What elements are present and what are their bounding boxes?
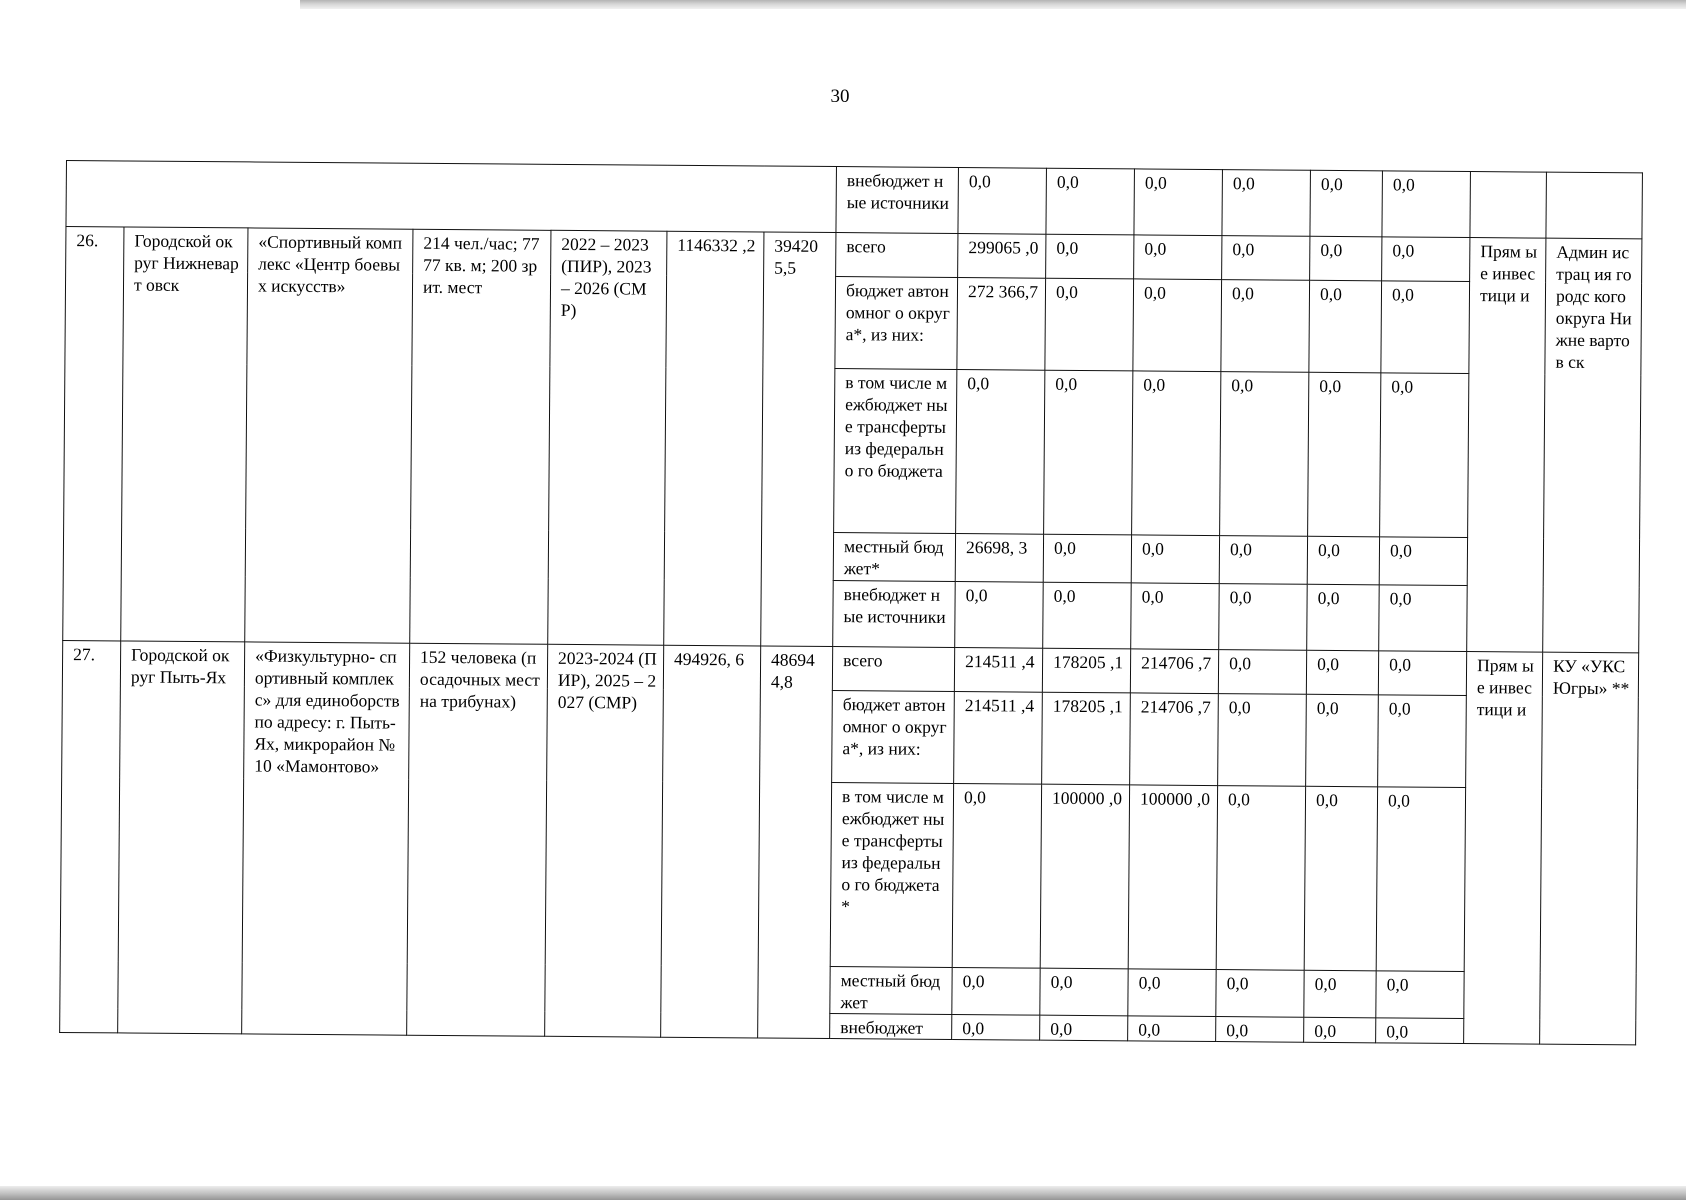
object-name: «Спортивный комплекс «Центр боевых искусств» (245, 228, 413, 643)
funding-source: всего (836, 233, 958, 278)
funding-value: 0,0 (1222, 170, 1311, 237)
funding-source: внебюджет ные источники (833, 581, 956, 648)
funding-value: 214511 ,4 (954, 691, 1043, 784)
funding-value: 272 366,7 (957, 278, 1046, 371)
funding-value: 0,0 (1128, 969, 1216, 1017)
cost-total: 494926, 6 (661, 645, 761, 1038)
capacity: 214 чел./час; 7777 кв. м; 200 зрит. мест (410, 229, 551, 644)
funding-value: 0,0 (1304, 1017, 1376, 1043)
funding-value: 0,0 (1310, 170, 1383, 237)
funding-value: 214706 ,7 (1130, 693, 1219, 786)
cost-total: 1146332 ,2 (664, 231, 764, 646)
period: 2023-2024 (ПИР), 2025 – 2027 (СМР) (545, 644, 664, 1037)
scan-edge-bottom (0, 1186, 1686, 1200)
funding-value: 0,0 (1218, 650, 1306, 695)
funding-value: 0,0 (1044, 370, 1133, 535)
funding-value: 0,0 (1376, 971, 1464, 1019)
funding-value: 214706 ,7 (1130, 649, 1218, 694)
funding-value: 0,0 (955, 581, 1044, 648)
funding-value: 0,0 (1304, 970, 1376, 1018)
capacity: 152 человека (посадочных мест на трибунах) (407, 643, 548, 1036)
funding-source: в том числе межбюджет ные трансферты из федерально го бюджета* (830, 783, 953, 968)
funding-value: 0,0 (1040, 968, 1128, 1016)
funding-value: 0,0 (958, 168, 1047, 235)
funding-value: 0,0 (1309, 280, 1382, 373)
funding-value: 0,0 (1134, 169, 1223, 236)
funding-value: 0,0 (956, 370, 1045, 535)
funding-value: 0,0 (1128, 1016, 1216, 1042)
funding-value: 0,0 (1378, 695, 1467, 788)
funding-value: 0,0 (1376, 1018, 1464, 1044)
funding-value: 0,0 (1131, 535, 1219, 584)
funding-source: внебюджет (830, 1014, 952, 1040)
blank-cell (1546, 172, 1643, 239)
funding-value: 0,0 (1046, 168, 1135, 235)
funding-value: 0,0 (1382, 237, 1470, 282)
funding-value: 0,0 (1133, 279, 1222, 372)
funding-value: 0,0 (952, 967, 1040, 1015)
row-number: 27. (60, 640, 121, 1032)
municipality: Городской округ Нижневарт овск (121, 227, 248, 642)
funding-value: 0,0 (1134, 235, 1222, 280)
funding-source: бюджет автономног о округа*, из них: (835, 277, 958, 370)
funding-value: 0,0 (952, 783, 1041, 968)
blank-cell (66, 161, 837, 233)
funding-value: 299065 ,0 (958, 234, 1046, 279)
funding-value: 0,0 (1216, 786, 1305, 971)
funding-value: 100000 ,0 (1040, 784, 1129, 969)
object-name: «Физкультурно- спортивный комплекс» для единоборств по адресу: г. Пыть- Ях, микрорайон № 10 «Мамонтово» (242, 642, 410, 1035)
funding-source: внебюджет ные источники (836, 167, 959, 234)
page-number: 30 (830, 86, 850, 107)
funding-value: 0,0 (1216, 970, 1304, 1018)
customer: КУ «УКС Югры» ** (1540, 652, 1639, 1045)
funding-value: 0,0 (1304, 786, 1377, 971)
funding-value: 0,0 (952, 1014, 1040, 1040)
municipality: Городской округ Пыть-Ях (118, 641, 245, 1034)
cost-remaining: 48694 4,8 (758, 646, 833, 1039)
funding-value: 0,0 (1040, 1015, 1128, 1041)
funding-value: 0,0 (1043, 582, 1132, 649)
funding-value: 0,0 (1306, 650, 1378, 695)
row-number: 26. (63, 227, 124, 641)
funding-value: 214511 ,4 (954, 647, 1042, 692)
funding-value: 0,0 (1221, 280, 1310, 373)
funding-value: 0,0 (1310, 236, 1382, 281)
funding-value: 0,0 (1219, 584, 1308, 651)
customer: Админ истрац ия городс кого округа Нижне вартов ск (1543, 238, 1642, 653)
funding-source: бюджет автономног о округа*, из них: (832, 691, 955, 784)
funding-value: 26698, 3 (955, 533, 1043, 582)
funding-value: 0,0 (1222, 236, 1310, 281)
funding-value: 0,0 (1216, 1017, 1304, 1043)
investment-mechanism: Прям ые инвес тици и (1464, 652, 1543, 1045)
period: 2022 – 2023 (ПИР), 2023 – 2026 (СМР) (548, 230, 667, 645)
funding-source: местный бюджет (830, 967, 952, 1015)
funding-value: 178205 ,1 (1042, 648, 1130, 693)
cost-remaining: 39420 5,5 (761, 232, 836, 647)
funding-value: 0,0 (1219, 536, 1307, 585)
funding-value: 0,0 (1381, 281, 1470, 374)
scan-edge-top (300, 0, 1686, 9)
funding-value: 0,0 (1379, 537, 1467, 586)
funding-value: 0,0 (1382, 171, 1471, 238)
funding-value: 178205 ,1 (1042, 692, 1131, 785)
funding-value: 0,0 (1379, 585, 1468, 652)
funding-value: 0,0 (1218, 694, 1307, 787)
funding-value: 0,0 (1132, 371, 1221, 536)
funding-source: всего (832, 647, 954, 692)
funding-value: 0,0 (1220, 372, 1309, 537)
funding-value: 0,0 (1043, 534, 1131, 583)
funding-value: 0,0 (1307, 536, 1379, 585)
funding-value: 0,0 (1380, 373, 1469, 538)
funding-value: 0,0 (1306, 694, 1379, 787)
funding-value: 0,0 (1307, 584, 1380, 651)
funding-value: 0,0 (1131, 583, 1220, 650)
investment-table (59, 160, 1643, 1045)
table-row (66, 161, 1643, 239)
funding-source: в том числе межбюджет ные трансферты из федерально го бюджета (834, 369, 957, 534)
funding-value: 0,0 (1376, 787, 1465, 972)
blank-cell (1470, 172, 1547, 239)
funding-source: местный бюджет* (833, 533, 955, 582)
funding-value: 0,0 (1045, 278, 1134, 371)
funding-value: 0,0 (1046, 234, 1134, 279)
funding-value: 0,0 (1308, 372, 1381, 537)
funding-value: 0,0 (1378, 651, 1466, 696)
investment-mechanism: Прям ые инвес тици и (1467, 238, 1546, 653)
funding-value: 100000 ,0 (1128, 785, 1217, 970)
